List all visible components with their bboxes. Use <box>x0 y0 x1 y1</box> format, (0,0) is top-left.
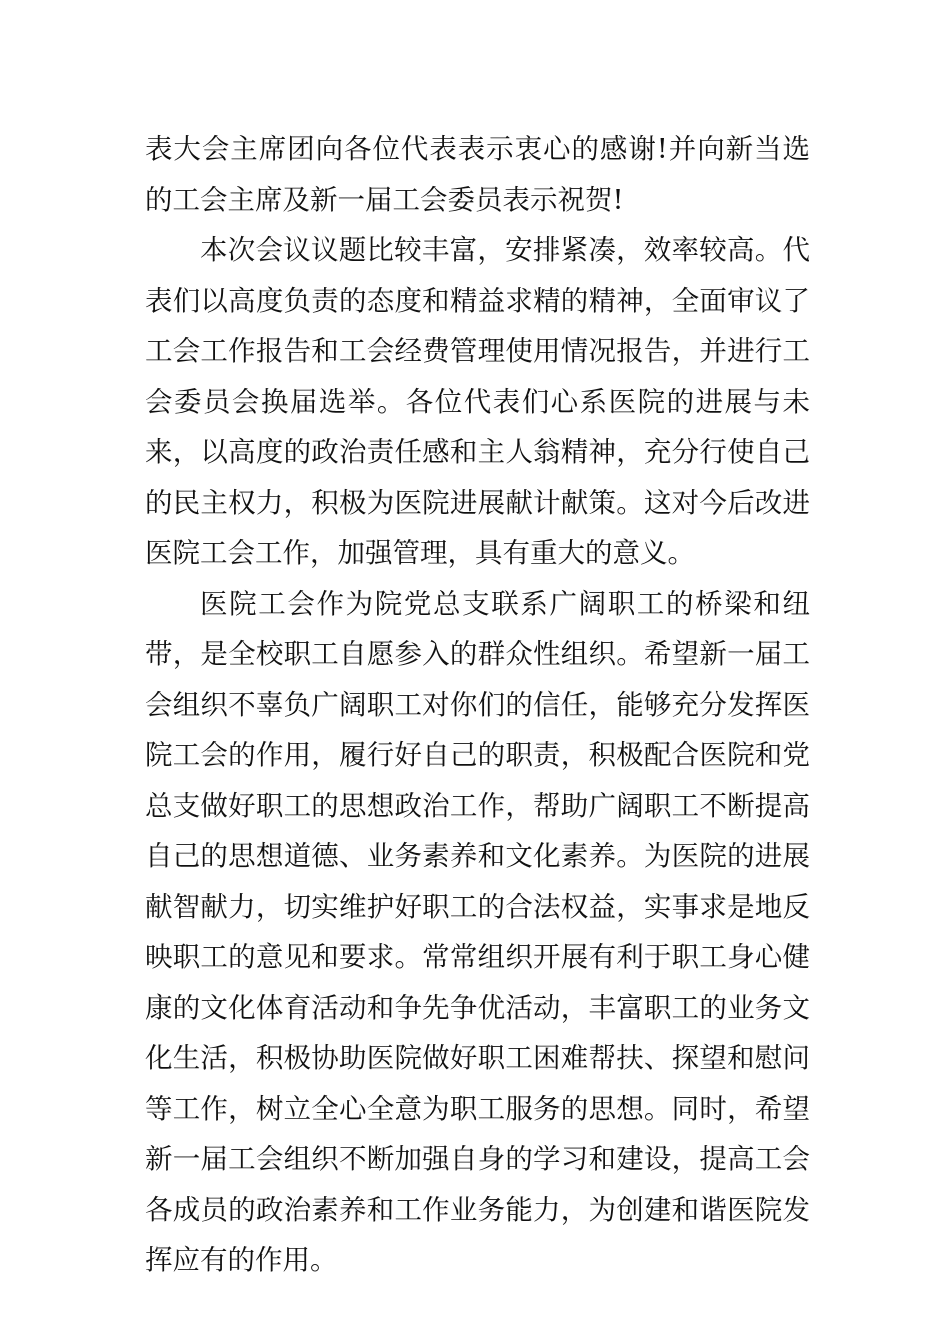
paragraph-meeting-summary: 本次会议议题比较丰富，安排紧凑，效率较高。代表们以高度负责的态度和精益求精的精神，全面审议了工会工作报告和工会经费管理使用情况报告，并进行工会委员会换届选举。各位代表们心系医院的进展与未来，以高度的政治责任感和主人翁精神，充分行使自己的民主权力，积极为医院进展献计献策。这对今后改进医院工会工作，加强管理，具有重大的意义。 <box>145 234 810 569</box>
paragraph-continuation: 表大会主席团向各位代表表示衷心的感谢!并向新当选的工会主席及新一届工会委员表示祝贺! <box>145 133 810 216</box>
paragraph-union-expectations: 医院工会作为院党总支联系广阔职工的桥梁和纽带，是全校职工自愿参入的群众性组织。希望新一届工会组织不辜负广阔职工对你们的信任，能够充分发挥医院工会的作用，履行好自己的职责，积极配合医院和党总支做好职工的思想政治工作，帮助广阔职工不断提高自己的思想道德、业务素养和文化素养。为医院的进展献智献力，切实维护好职工的合法权益，实事求是地反映职工的意见和要求。常常组织开展有利于职工身心健康的文化体育活动和争先争优活动，丰富职工的业务文化生活，积极协助医院做好职工困难帮扶、探望和慰问等工作，树立全心全意为职工服务的思想。同时，希望新一届工会组织不断加强自身的学习和建设，提高工会各成员的政治素养和工作业务能力，为创建和谐医院发挥应有的作用。 <box>145 587 810 1276</box>
document-body <box>145 124 810 1286</box>
